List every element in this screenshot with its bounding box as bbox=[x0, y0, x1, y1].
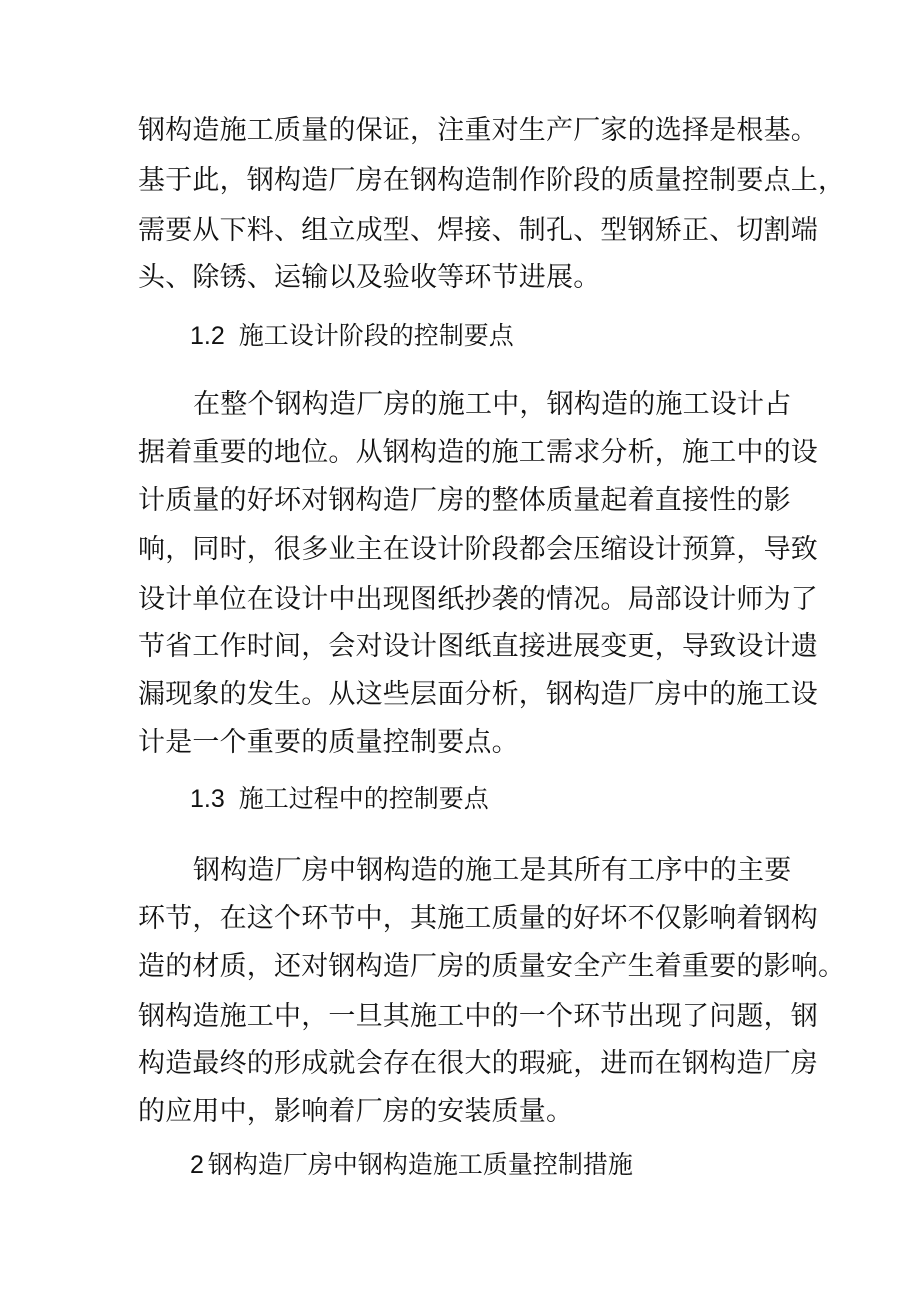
paragraph-line: 计质量的好坏对钢构造厂房的整体质量起着直接性的影 bbox=[138, 485, 791, 516]
paragraph-line: 钢构造施工质量的保证，注重对生产厂家的选择是根基。 bbox=[138, 115, 818, 146]
paragraph-line: 节省工作时间，会对设计图纸直接进展变更，导致设计遗 bbox=[138, 631, 818, 662]
section-heading-2 bbox=[190, 1145, 633, 1185]
paragraph-line: 在整个钢构造厂房的施工中，钢构造的施工设计占 bbox=[193, 389, 792, 420]
paragraph-line: 环节，在这个环节中，其施工质量的好坏不仅影响着钢构 bbox=[138, 903, 818, 934]
paragraph-line: 头、除锈、运输以及验收等环节进展。 bbox=[138, 262, 601, 293]
section-number: 1.3 bbox=[190, 785, 225, 813]
paragraph-line: 基于此，钢构造厂房在钢构造制作阶段的质量控制要点上， bbox=[138, 165, 846, 196]
paragraph-line: 漏现象的发生。从这些层面分析，钢构造厂房中的施工设 bbox=[138, 679, 818, 710]
paragraph-line: 据着重要的地位。从钢构造的施工需求分析，施工中的设 bbox=[138, 437, 818, 468]
section-title: 施工设计阶段的控制要点 bbox=[238, 321, 514, 350]
paragraph-line: 造的材质，还对钢构造厂房的质量安全产生着重要的影响。 bbox=[138, 951, 846, 982]
paragraph-line: 需要从下料、组立成型、焊接、制孔、型钢矫正、切割端 bbox=[138, 215, 818, 246]
paragraph-line: 的应用中，影响着厂房的安装质量。 bbox=[138, 1096, 574, 1127]
section-heading-1-3 bbox=[190, 779, 489, 819]
paragraph-line: 钢构造厂房中钢构造的施工是其所有工序中的主要 bbox=[193, 855, 792, 886]
section-heading-1-2 bbox=[190, 316, 514, 356]
paragraph-line: 设计单位在设计中出现图纸抄袭的情况。局部设计师为了 bbox=[138, 584, 818, 615]
section-number: 2 bbox=[190, 1151, 204, 1179]
paragraph-line: 响，同时，很多业主在设计阶段都会压缩设计预算，导致 bbox=[138, 534, 818, 565]
section-title: 钢构造厂房中钢构造施工质量控制措施 bbox=[207, 1150, 633, 1179]
section-title: 施工过程中的控制要点 bbox=[238, 784, 489, 813]
paragraph-line: 计是一个重要的质量控制要点。 bbox=[138, 727, 519, 758]
paragraph-line: 构造最终的形成就会存在很大的瑕疵，进而在钢构造厂房 bbox=[138, 1048, 818, 1079]
paragraph-line: 钢构造施工中，一旦其施工中的一个环节出现了问题，钢 bbox=[138, 1001, 818, 1032]
section-number: 1.2 bbox=[190, 322, 225, 350]
